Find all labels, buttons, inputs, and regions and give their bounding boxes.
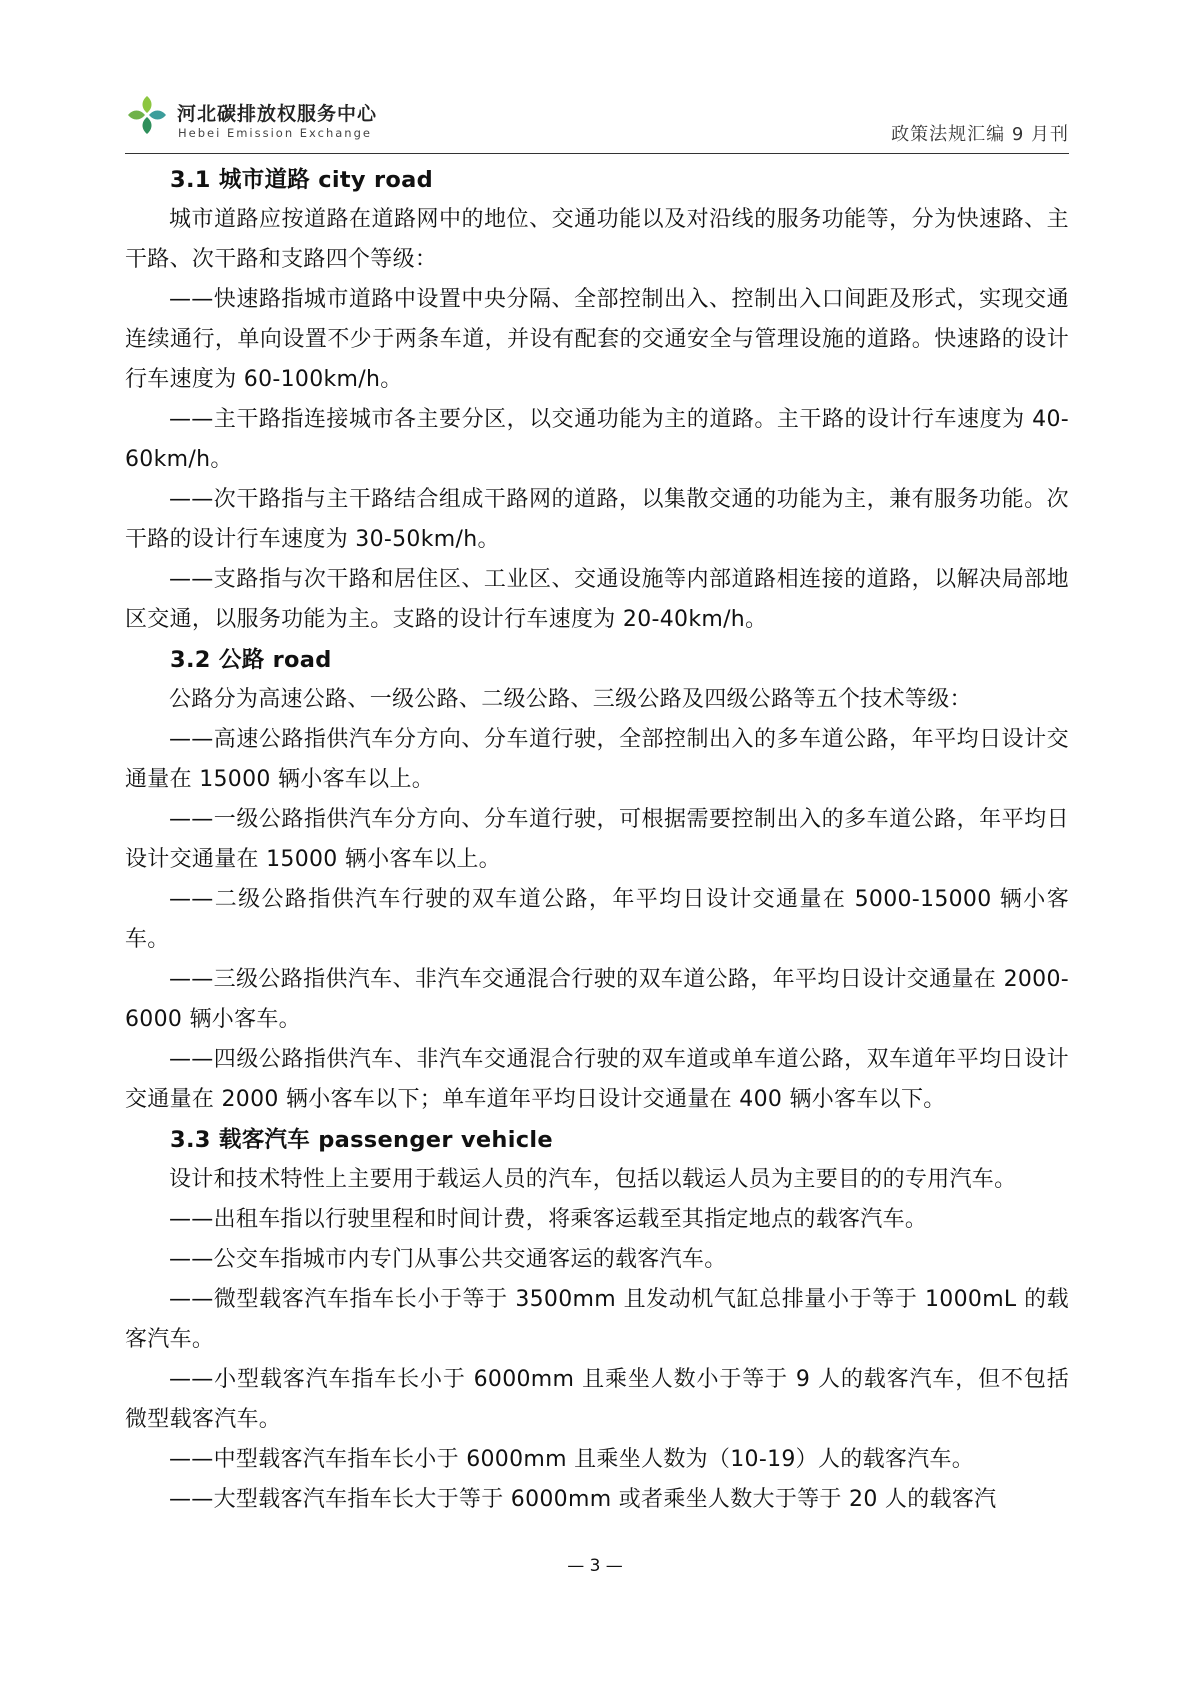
paragraph: ——出租车指以行驶里程和时间计费，将乘客运载至其指定地点的载客汽车。 bbox=[169, 1207, 928, 1232]
section-heading: 3.3 载客汽车 passenger vehicle bbox=[170, 1127, 553, 1153]
paragraph: 公路分为高速公路、一级公路、二级公路、三级公路及四级公路等五个技术等级： bbox=[169, 687, 972, 712]
publication-title: 政策法规汇编 9 月刊 bbox=[891, 124, 1069, 145]
paragraph: ——次干路指与主干路结合组成干路网的道路，以集散交通的功能为主，兼有服务功能。次干路的设计行车速度为 30-50km/h。 bbox=[125, 487, 1069, 552]
paragraph: 设计和技术特性上主要用于载运人员的汽车，包括以载运人员为主要目的的专用汽车。 bbox=[169, 1167, 1017, 1192]
document-body bbox=[125, 160, 1069, 1520]
paragraph: ——一级公路指供汽车分方向、分车道行驶，可根据需要控制出入的多车道公路，年平均日设计交通量在 15000 辆小客车以上。 bbox=[125, 807, 1069, 872]
org-name-cn: 河北碳排放权服务中心 bbox=[177, 103, 378, 125]
paragraph: ——二级公路指供汽车行驶的双车道公路，年平均日设计交通量在 5000-15000 辆小客车。 bbox=[125, 887, 1069, 952]
page-number: — 3 — bbox=[567, 1556, 623, 1576]
paragraph: ——公交车指城市内专门从事公共交通客运的载客汽车。 bbox=[169, 1247, 727, 1272]
paragraph: ——三级公路指供汽车、非汽车交通混合行驶的双车道公路，年平均日设计交通量在 2000-6000 辆小客车。 bbox=[125, 967, 1069, 1032]
section-heading: 3.2 公路 road bbox=[170, 647, 332, 673]
org-name-en: Hebei Emission Exchange bbox=[178, 126, 372, 140]
header-divider bbox=[125, 153, 1069, 154]
paragraph: ——快速路指城市道路中设置中央分隔、全部控制出入、控制出入口间距及形式，实现交通连续通行，单向设置不少于两条车道，并设有配套的交通安全与管理设施的道路。快速路的设计行车速度为 60-100km/h。 bbox=[125, 287, 1069, 392]
paragraph: ——高速公路指供汽车分方向、分车道行驶，全部控制出入的多车道公路，年平均日设计交通量在 15000 辆小客车以上。 bbox=[125, 727, 1069, 792]
paragraph: ——中型载客汽车指车长小于 6000mm 且乘坐人数为（10-19）人的载客汽车。 bbox=[169, 1447, 975, 1472]
paragraph: ——大型载客汽车指车长大于等于 6000mm 或者乘坐人数大于等于 20 人的载客汽 bbox=[169, 1487, 997, 1512]
paragraph: ——支路指与次干路和居住区、工业区、交通设施等内部道路相连接的道路，以解决局部地区交通，以服务功能为主。支路的设计行车速度为 20-40km/h。 bbox=[125, 567, 1069, 632]
paragraph: ——主干路指连接城市各主要分区，以交通功能为主的道路。主干路的设计行车速度为 40-60km/h。 bbox=[125, 407, 1069, 472]
paragraph: 城市道路应按道路在道路网中的地位、交通功能以及对沿线的服务功能等，分为快速路、主干路、次干路和支路四个等级： bbox=[125, 207, 1069, 272]
leaf-ring-logo-icon bbox=[125, 93, 169, 137]
section-heading: 3.1 城市道路 city road bbox=[170, 167, 434, 193]
paragraph: ——四级公路指供汽车、非汽车交通混合行驶的双车道或单车道公路，双车道年平均日设计交通量在 2000 辆小客车以下；单车道年平均日设计交通量在 400 辆小客车以下。 bbox=[125, 1047, 1069, 1112]
paragraph: ——微型载客汽车指车长小于等于 3500mm 且发动机气缸总排量小于等于 1000mL 的载客汽车。 bbox=[125, 1287, 1069, 1352]
paragraph: ——小型载客汽车指车长小于 6000mm 且乘坐人数小于等于 9 人的载客汽车，但不包括微型载客汽车。 bbox=[125, 1367, 1069, 1432]
page-header bbox=[125, 93, 1069, 153]
